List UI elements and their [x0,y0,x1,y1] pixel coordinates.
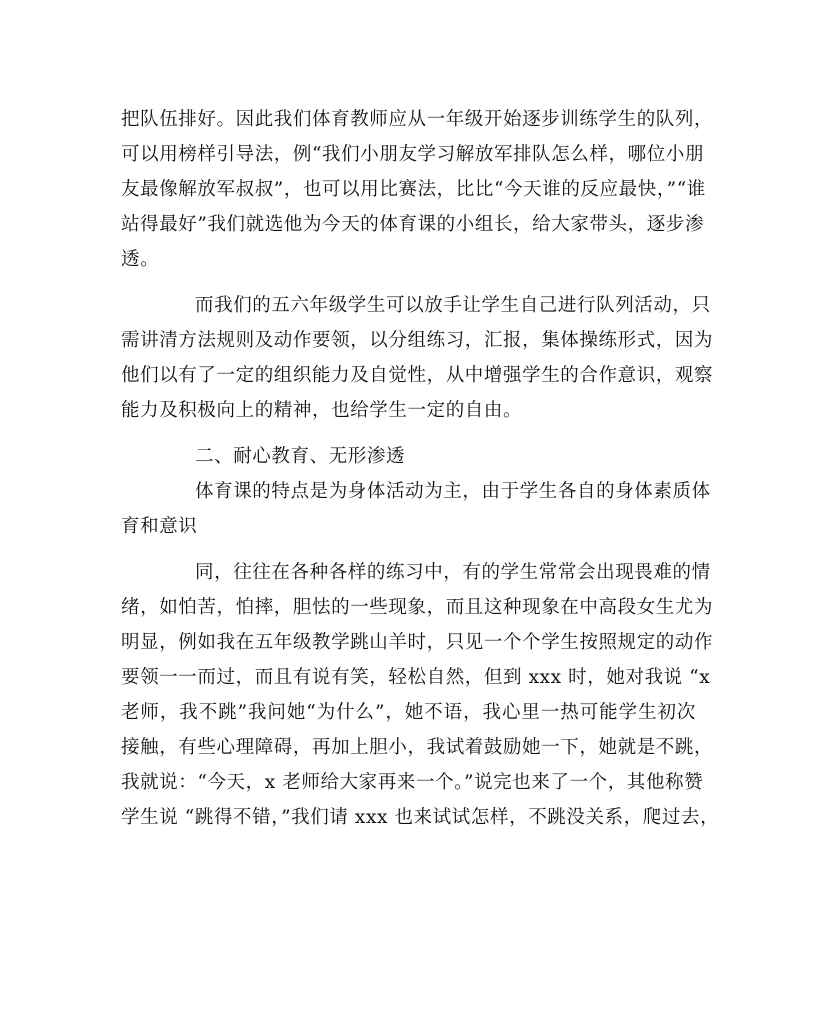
text-line: 体育课的特点是为身体活动为主，由于学生各自的身体素质体 [195,481,711,502]
document-body [121,102,720,835]
text-line: 育和意识 [121,516,198,537]
paragraph-spacer [121,428,696,439]
text-line: 而我们的五六年级学生可以放手让学生自己进行队列活动，只 [195,295,711,316]
text-line: 明显，例如我在五年级教学跳山羊时，只见一个个学生按照规定的动作 [121,632,714,653]
text-line: 可以用榜样引导法，例“我们小朋友学习解放军排队怎么样，哪位小朋 [121,144,705,165]
text-line: 他们以有了一定的组织能力及自觉性，从中增强学生的合作意识，观察 [121,365,714,386]
text-line: 透。 [121,249,160,270]
text-line: 友最像解放军叔叔”，也可以用比赛法，比比“今天谁的反应最快，”“谁 [121,179,706,200]
text-line: 把队伍排好。因此我们体育教师应从一年级开始逐步训练学生的队列， [121,109,714,130]
paragraph-spacer [121,544,696,555]
section-heading [121,439,696,474]
paragraph [121,555,720,835]
text-line: 绪，如怕苦，怕摔，胆怯的一些现象，而且这种现象在中高段女生尤为 [121,597,714,618]
text-line: 需讲清方法规则及动作要领，以分组练习，汇报，集体操练形式，因为 [121,330,714,351]
text-line: 老师，我不跳”我问她“为什么”，她不语，我心里一热可能学生初次 [121,702,696,723]
text-line: 能力及积极向上的精神，也给学生一定的自由。 [121,400,523,421]
text-line: 接触，有些心理障碍，再加上胆小，我试着鼓励她一下，她就是不跳， [121,737,714,758]
text-line: 我就说：“今天，x 老师给大家再来一个。”说完也来了一个，其他称赞 [121,772,704,793]
paragraph [121,474,711,544]
text-line: 学生说 “跳得不错，”我们请 xxx 也来试试怎样，不跳没关系，爬过去， [121,807,720,828]
text-line: 要领一一而过，而且有说有笑，轻松自然，但到 xxx 时，她对我说 “x [121,667,711,688]
paragraph [121,288,714,428]
paragraph [121,102,714,277]
text-line: 同，往往在各种各样的练习中，有的学生常常会出现畏难的情 [195,562,711,583]
paragraph-spacer [121,277,696,288]
heading-line: 二、耐心教育、无形渗透 [195,446,406,467]
text-line: 站得最好”我们就选他为今天的体育课的小组长，给大家带头，逐步渗 [121,214,705,235]
